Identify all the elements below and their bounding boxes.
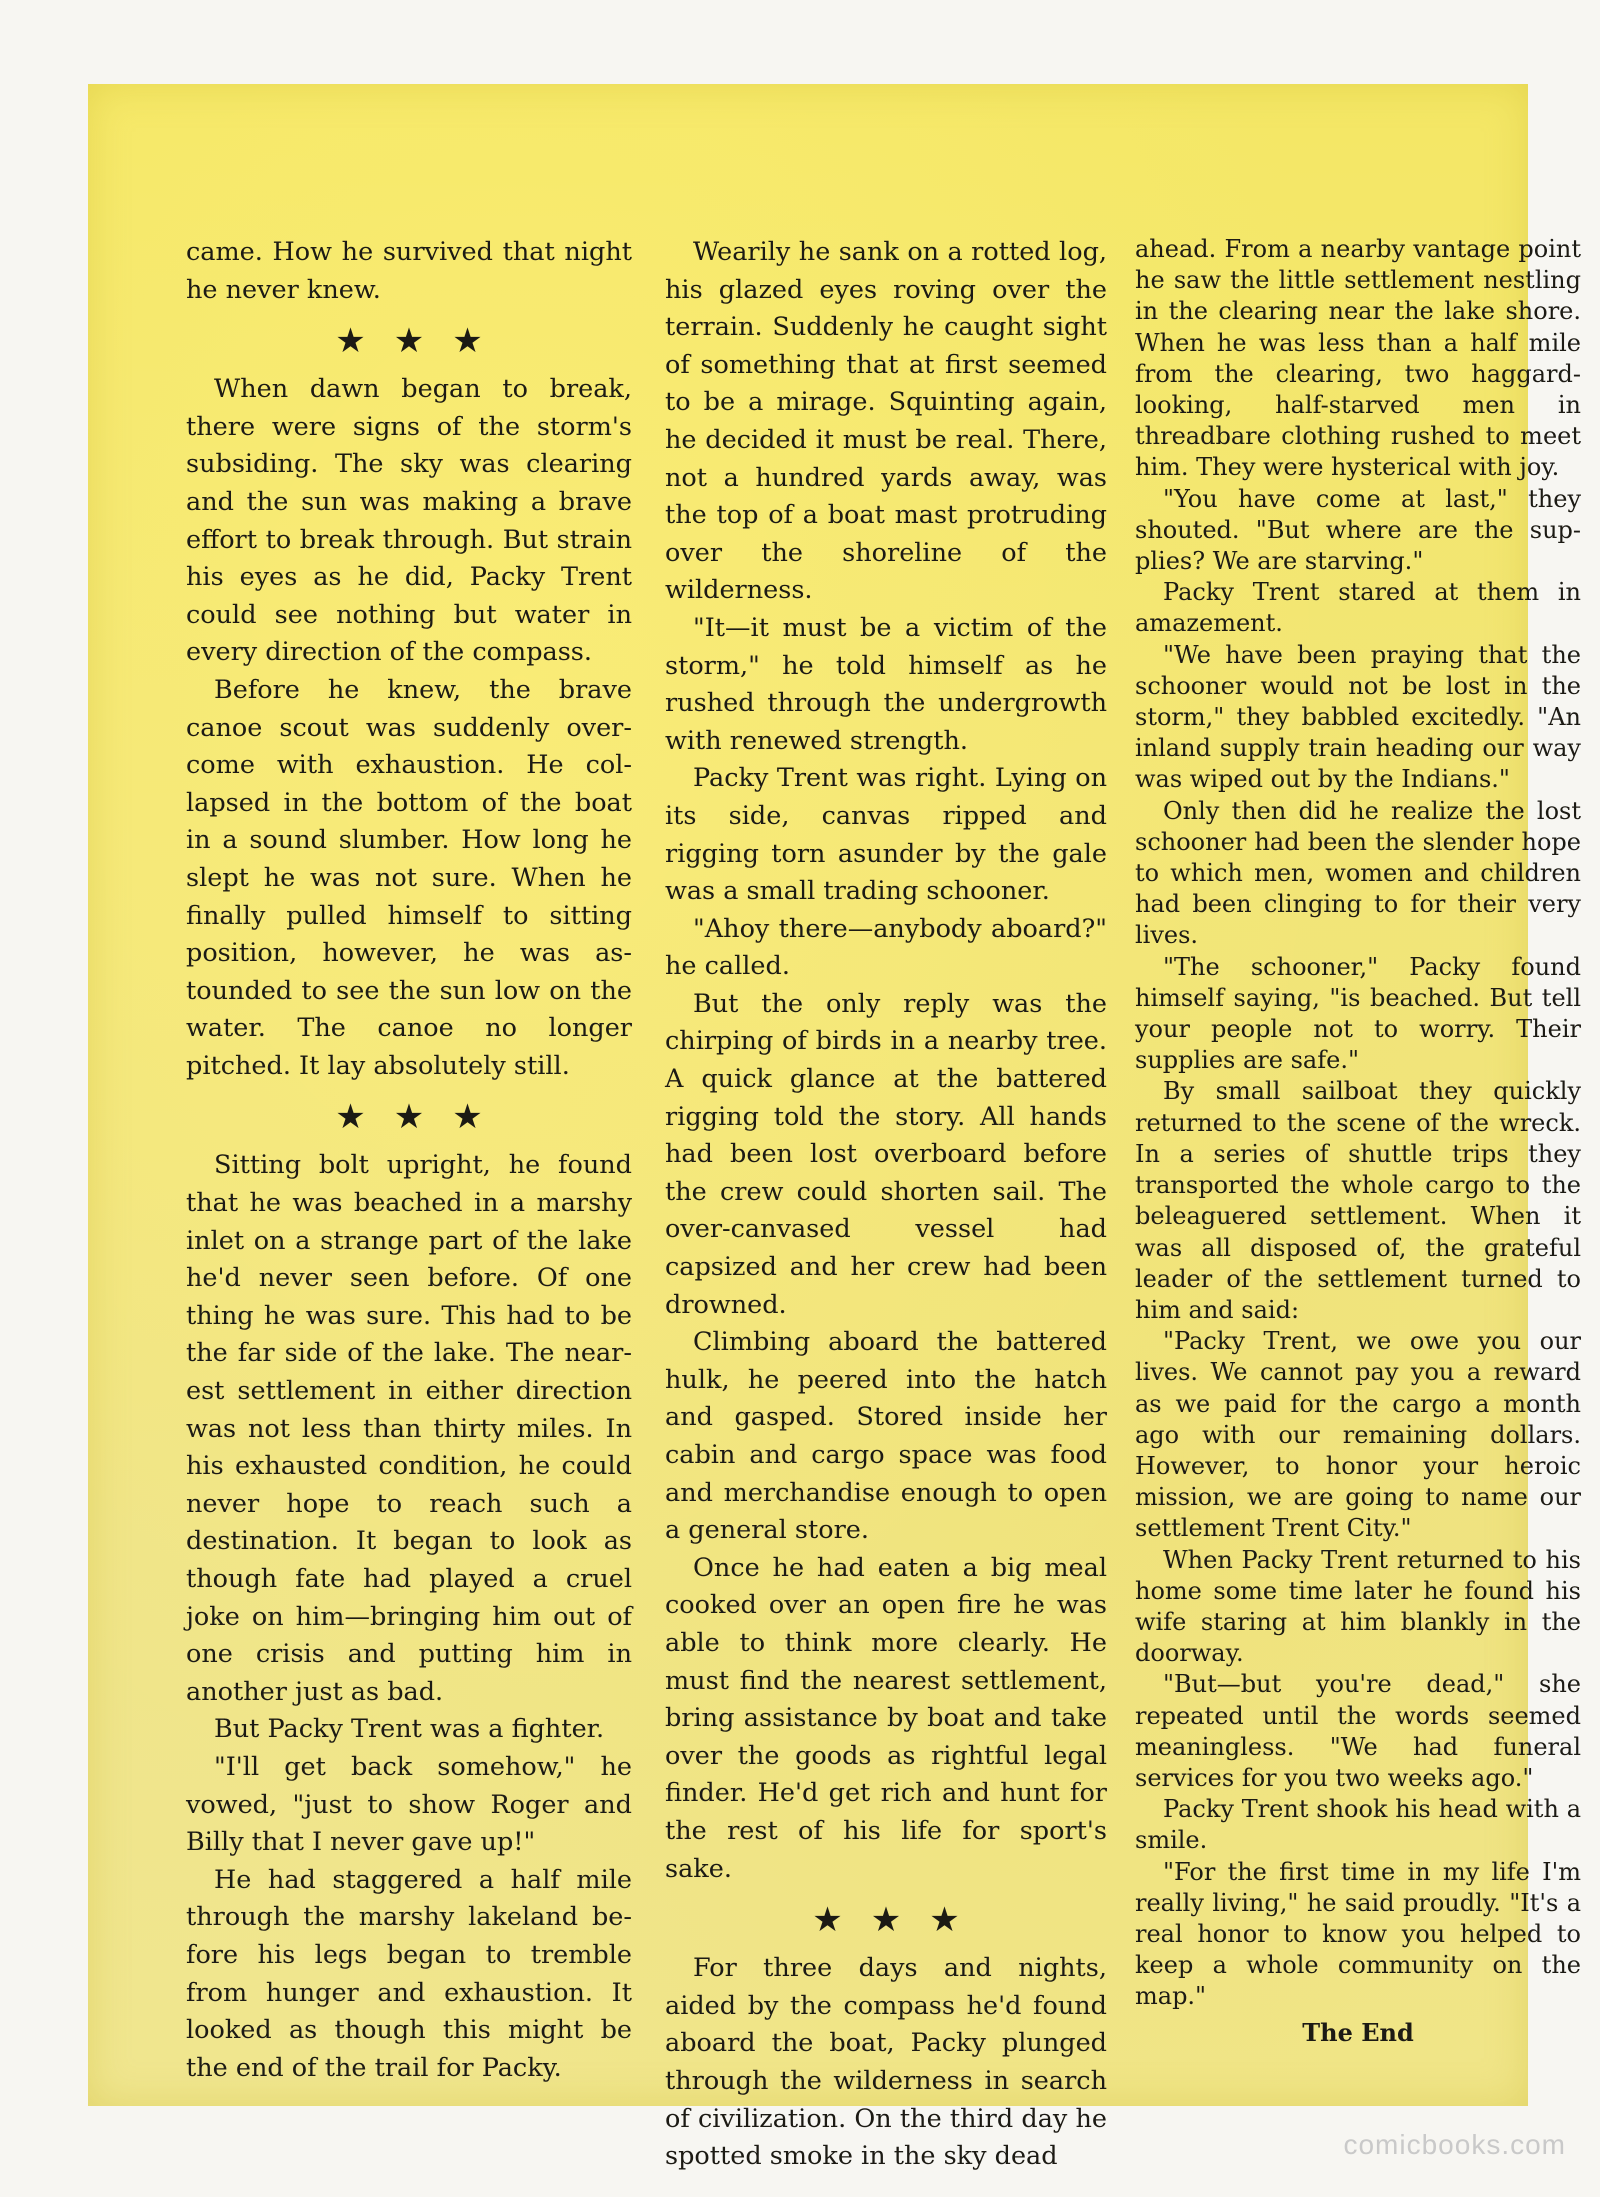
paragraph: "Ahoy there—anybody aboard?" he called. [665,913,1107,982]
paragraph: Sitting bolt upright, he found that he was beached in a marshy inlet on a strange part of the lake he'd never seen before. Of one thing he was sure. This had to be the far side of the lake. The nearest settlement in either direction was not less than thirty miles. In his exhausted condition, he could never hope to reach such a destination. It began to look as though fate had played a cruel joke on him—bringing him out of one crisis and putting him in another just as bad. [186,1150,632,1707]
paragraph: "Packy Trent, we owe you our lives. We cannot pay you a reward as we paid for the cargo a month ago with our remaining dollars. However, to honor your heroic mission, we are going to name our settlement Trent City." [1135,1327,1581,1543]
paragraph: Packy Trent stared at them in amazement. [1135,578,1581,638]
paragraph: But the only reply was the chirping of birds in a nearby tree. A quick glance at the battered rigging told the story. All hands had been lost overboard before the crew could shorten sail. The over-canvased vessel had capsized and her crew had been drowned. [665,988,1107,1320]
paragraph: came. How he survived that night he never knew. [186,237,632,305]
text-column-2 [665,234,1107,2176]
text-column-3 [1135,234,1581,2048]
paragraph: ahead. From a nearby vantage point he saw the little settlement nestling in the clearing near the lake shore. When he was less than a half mile from the clearing, two haggard-looking, half-starved men in threadbare clothing rushed to meet him. They were hysterical with joy. [1135,235,1581,482]
paragraph: "For the first time in my life I'm really living," he said proudly. "It's a real honor to know you helped to keep a whole community on the map." [1135,1857,1581,2011]
paragraph: Packy Trent shook his head with a smile. [1135,1795,1581,1855]
paragraph: Packy Trent was right. Lying on its side, canvas ripped and rigging torn asunder by the gale was a small trading schooner. [665,763,1107,907]
section-divider-stars: ★★★ [812,1900,988,1941]
paragraph: "But—but you're dead," she repeated until the words seemed meaningless. "We had funeral services for you two weeks ago." [1135,1670,1581,1792]
paragraph: "You have come at last," they shouted. "But where are the supplies? We are starving." [1135,484,1581,576]
watermark: comicbooks.com [1343,2129,1566,2160]
paragraph: When Packy Trent returned to his home some time later he found his wife staring at him blankly in the doorway. [1135,1545,1581,1668]
paragraph: Climbing aboard the battered hulk, he peered into the hatch and gasped. Stored inside her cabin and cargo space was food and merchandise enough to open a general store. [665,1327,1107,1546]
paragraph: "The schooner," Packy found himself saying, "is beached. But tell your people not to worry. Their supplies are safe." [1135,952,1581,1075]
paragraph: "It—it must be a victim of the storm," he told himself as he rushed through the undergrowth with renewed strength. [665,612,1107,756]
paragraph: By small sailboat they quickly returned to the scene of the wreck. In a series of shuttle trips they transported the whole cargo to the beleaguered settlement. When it was all disposed of, the grateful leader of the settlement turned to him and said: [1135,1077,1581,1324]
section-divider-stars: ★★★ [335,321,511,362]
paragraph: Only then did he realize the lost schooner had been the slender hope to which men, women and children had been clinging to for their very lives. [1135,796,1581,950]
paragraph: When dawn began to break, there were signs of the storm's subsiding. The sky was clearing and the sun was making a brave effort to break through. But strain his eyes as he did, Packy Trent could see nothing but water in every direction of the compass. [186,374,632,668]
story-end-label: The End [1302,2017,1414,2047]
section-divider-stars: ★★★ [335,1097,511,1138]
paragraph: Once he had eaten a big meal cooked over an open fire he was able to think more clearly. He must find the nearest settlement, bring assistance by boat and take over the goods as rightful legal finder. He'd get rich and hunt for the rest of his life for sport's sake. [665,1552,1107,1884]
paragraph: "We have been praying that the schooner would not be lost in the storm," they babbled excitedly. "An inland supply train heading our way was wiped out by the Indians." [1135,640,1581,794]
paragraph: For three days and nights, aided by the compass he'd found aboard the boat, Packy plunged through the wilderness in search of civilization. On the third day he spotted smoke in the sky dead [665,1953,1107,2172]
paragraph: "I'll get back somehow," he vowed, "just to show Roger and Billy that I never gave up!" [186,1751,632,1858]
text-column-1 [186,234,632,2087]
paragraph: Before he knew, the brave canoe scout was suddenly overcome with exhaustion. He collapsed in the bottom of the boat in a sound slumber. How long he slept he was not sure. When he finally pulled himself to sitting position, however, he was astounded to see the sun low on the water. The canoe no longer pitched. It lay absolutely still. [186,674,632,1081]
paragraph: Wearily he sank on a rotted log, his glazed eyes roving over the terrain. Suddenly he caught sight of something that at first seemed to be a mirage. Squinting again, he decided it must be real. There, not a hundred yards away, was the top of a boat mast protruding over the shoreline of the wilderness. [665,237,1107,606]
paragraph: He had staggered a half mile through the marshy lakeland before his legs began to tremble from hunger and exhaustion. It looked as though this might be the end of the trail for Packy. [186,1864,632,2083]
paragraph: But Packy Trent was a fighter. [214,1714,605,1745]
